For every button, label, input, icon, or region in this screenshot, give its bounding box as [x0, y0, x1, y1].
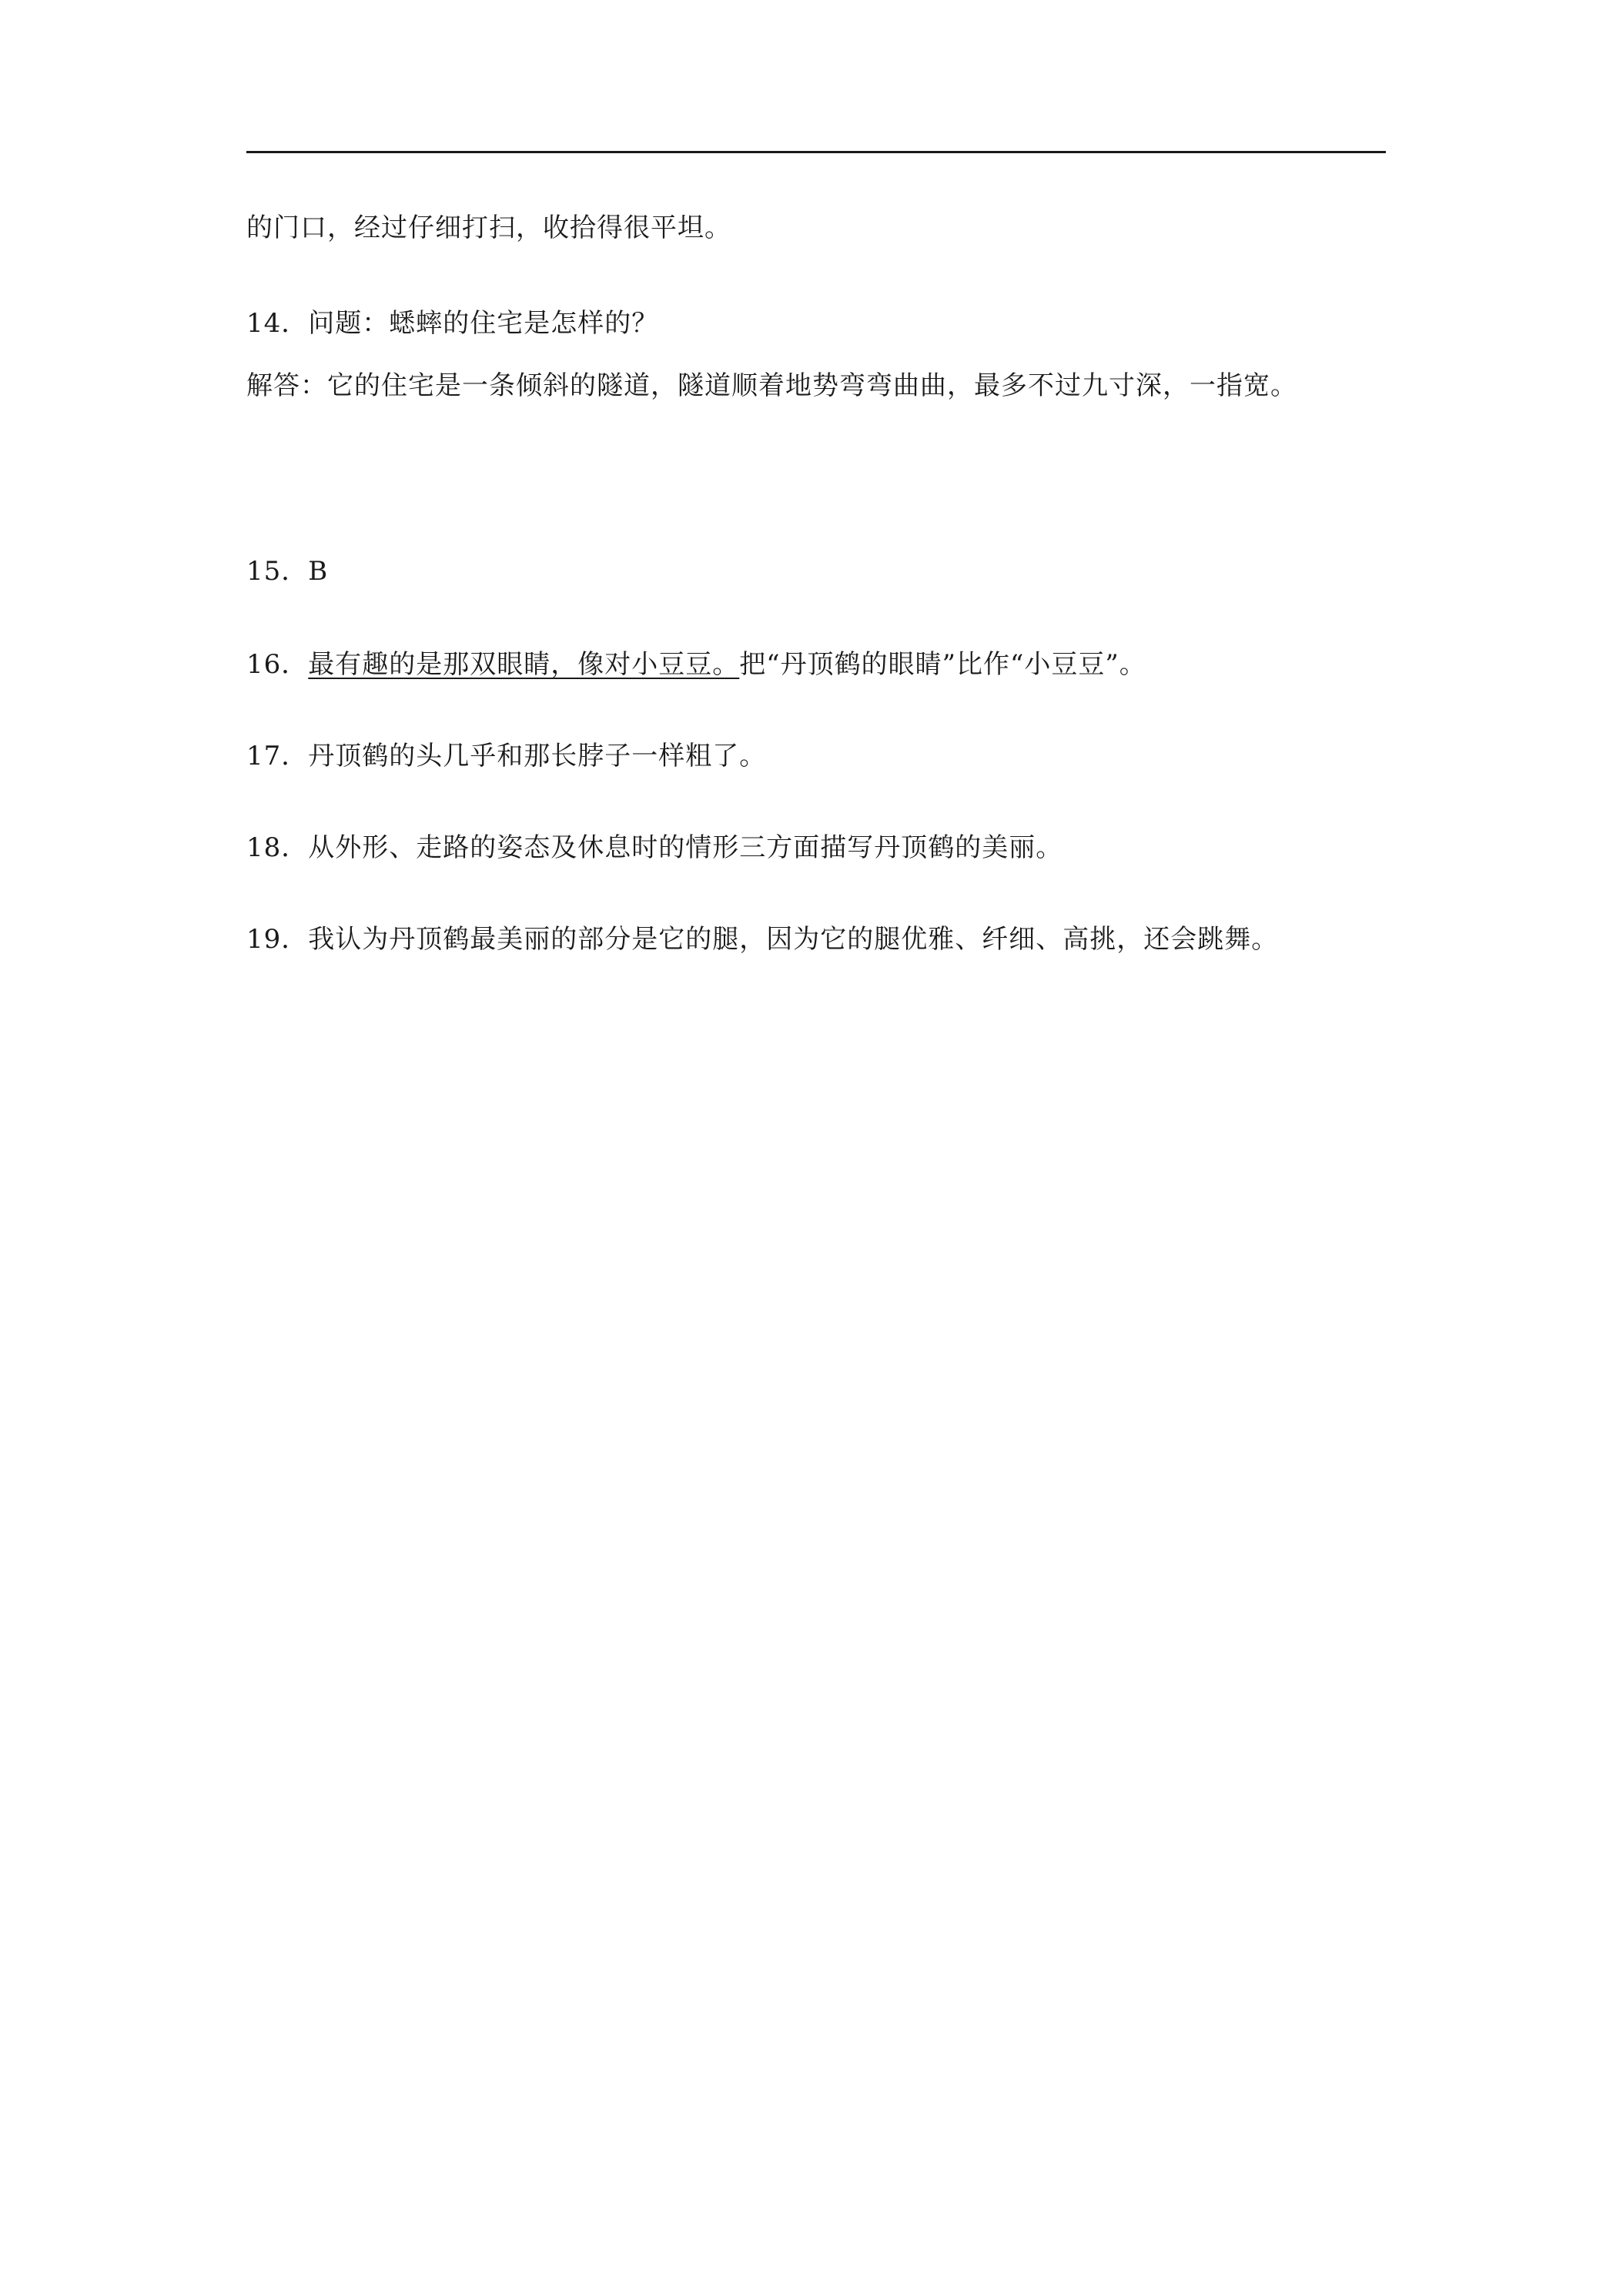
q15-line [246, 556, 328, 587]
q18-answer: 从外形、走路的姿态及休息时的情形三方面描写丹顶鹤的美丽。 [308, 832, 1063, 863]
q15-number: 15． [246, 556, 309, 587]
q15-answer: B [308, 556, 329, 587]
q19-line [246, 924, 1278, 955]
q17-number: 17． [246, 741, 309, 771]
q16-explanation: 把“丹顶鹤的眼睛”比作“小豆豆”。 [739, 649, 1146, 680]
q19-number: 19． [246, 924, 309, 955]
q17-answer: 丹顶鹤的头几乎和那长脖子一样粗了。 [308, 741, 767, 771]
q14-answer: 解答：它的住宅是一条倾斜的隧道，隧道顺着地势弯弯曲曲，最多不过九寸深，一指宽。 [246, 370, 1297, 401]
continuation-line [246, 213, 731, 243]
q18-line [246, 832, 1062, 863]
q16-line [246, 649, 1146, 680]
q14-number: 14． [246, 308, 309, 339]
continuation-text: 的门口，经过仔细打扫，收拾得很平坦。 [246, 213, 731, 243]
q14-question-line [246, 308, 658, 339]
q14-question: 问题：蟋蟀的住宅是怎样的？ [308, 308, 659, 339]
q18-number: 18． [246, 832, 309, 863]
q14-answer-line [246, 370, 1297, 401]
header-rule [246, 151, 1386, 153]
q16-number: 16． [246, 649, 309, 680]
q19-answer: 我认为丹顶鹤最美丽的部分是它的腿，因为它的腿优雅、纤细、高挑，还会跳舞。 [308, 924, 1279, 955]
q17-line [246, 741, 766, 771]
q16-underlined-sentence: 最有趣的是那双眼睛，像对小豆豆。 [308, 649, 740, 680]
